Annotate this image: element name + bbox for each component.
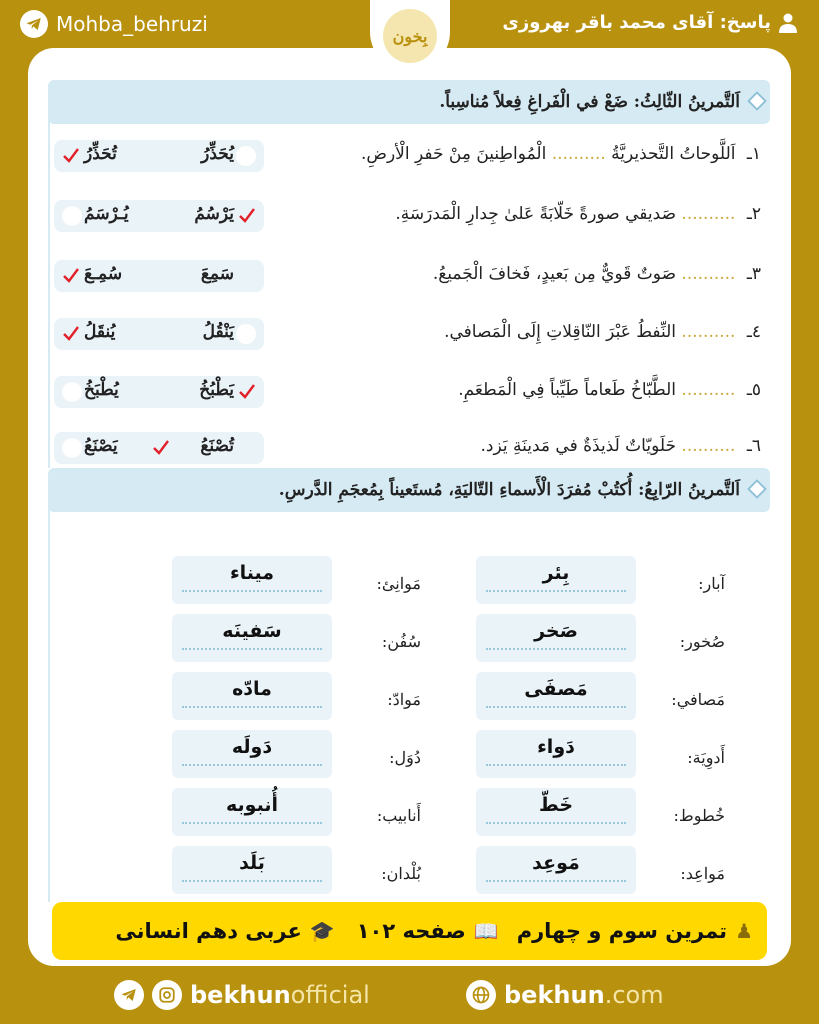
- sentence: ٦ـ .......... حَلَويّاتٌ لَذيذَةٌ في مَدينَةِ يَزد.: [480, 436, 761, 456]
- check-icon: [238, 206, 256, 224]
- option-left[interactable]: يُنقَلُ: [84, 322, 116, 342]
- answer-box[interactable]: صَخر: [476, 614, 636, 662]
- exercise3-row: [28, 256, 791, 296]
- sentence: ٥ـ .......... الطَّبّاخُ طَعاماً طَيِّباً فِي الْمَطعَمِ.: [458, 380, 761, 400]
- plural-label: مَوادّ:: [387, 690, 421, 709]
- option-left[interactable]: يُـرْسَمُ: [84, 204, 129, 224]
- option-right[interactable]: سَمِعَ: [200, 264, 234, 284]
- social-link[interactable]: bekhunofficial: [114, 980, 370, 1010]
- user-icon: [779, 13, 797, 33]
- info-banner: [52, 902, 767, 960]
- answer-box[interactable]: خَطّ: [476, 788, 636, 836]
- graduation-cap-icon: 🎓: [309, 919, 335, 943]
- radio-circle[interactable]: [236, 146, 256, 166]
- option-right[interactable]: يَنْقُلُ: [202, 322, 234, 342]
- option-left[interactable]: تُحَذِّرُ: [84, 144, 117, 164]
- radio-circle[interactable]: [62, 382, 82, 402]
- exercise4-side-line: [48, 492, 50, 902]
- answer-box[interactable]: بَلَد: [172, 846, 332, 894]
- plural-label: مَواعِد:: [680, 864, 725, 883]
- check-icon: [62, 266, 80, 284]
- choice-box: [54, 318, 264, 350]
- exercise3-header: [48, 80, 770, 124]
- answer-box[interactable]: بِئر: [476, 556, 636, 604]
- option-left[interactable]: سُمِـعَ: [84, 264, 123, 284]
- footer: [0, 976, 819, 1024]
- check-icon: [62, 324, 80, 342]
- telegram-handle[interactable]: Mohba_behruzi: [56, 12, 208, 36]
- bekhun-logo: بِخون: [383, 9, 437, 63]
- check-icon: [62, 146, 80, 164]
- choice-box: [54, 260, 264, 292]
- diamond-icon: [747, 479, 767, 499]
- exercise3-title: اَلتَّمرينُ الثّالِثُ: ضَعْ في الْفَراغِ فِعلاً مُناسِباً.: [439, 92, 740, 112]
- choice-box: [54, 376, 264, 408]
- answer-box[interactable]: دَواء: [476, 730, 636, 778]
- exercise3-row: [28, 372, 791, 412]
- exercise3-row: [28, 314, 791, 354]
- option-right[interactable]: يُحَذِّرُ: [201, 144, 234, 164]
- choice-box: [54, 200, 264, 232]
- option-right[interactable]: يَرْسُمُ: [194, 204, 234, 224]
- radio-circle[interactable]: [236, 324, 256, 344]
- instagram-icon: [152, 980, 182, 1010]
- choice-box: [54, 432, 264, 464]
- option-left[interactable]: يَصْنَعُ: [84, 436, 118, 456]
- exercise4-title: اَلتَّمرينُ الرّابِعُ: أُكتُبْ مُفرَدَ الْأَسماءِ التّاليَةِ، مُستَعيناً بِمُعجَمِ الدَّرسِ.: [278, 480, 740, 500]
- answer-box[interactable]: أُنبوبه: [172, 788, 332, 836]
- check-icon: [238, 382, 256, 400]
- telegram-handle-group[interactable]: [20, 10, 208, 38]
- plural-label: خُطوط:: [673, 806, 725, 825]
- website-link[interactable]: bekhun.com: [466, 980, 664, 1010]
- banner-book: عربی دهم انسانی: [115, 919, 302, 943]
- check-icon: [152, 438, 170, 456]
- answer-author-text: پاسخ: آقای محمد باقر بهروزی: [502, 12, 771, 33]
- answer-box[interactable]: مَصفَى: [476, 672, 636, 720]
- telegram-icon: [20, 10, 48, 38]
- answer-author: [502, 12, 797, 33]
- plural-label: مَوانِئ:: [376, 574, 421, 593]
- radio-circle[interactable]: [62, 438, 82, 458]
- book-icon: 📖: [473, 919, 499, 943]
- plural-label: بُلْدان:: [381, 864, 421, 883]
- plural-label: صُخور:: [679, 632, 725, 651]
- plural-label: دُوَل:: [389, 748, 421, 767]
- answer-box[interactable]: مَوعِد: [476, 846, 636, 894]
- option-left[interactable]: يُطْبَخُ: [84, 380, 119, 400]
- exercise3-row: [28, 428, 791, 468]
- plural-label: أَنابيب:: [376, 806, 421, 825]
- plural-label: مَصافي:: [671, 690, 725, 709]
- radio-circle[interactable]: [62, 206, 82, 226]
- content-card: [28, 48, 791, 966]
- sentence: ٤ـ .......... النِّفطُ عَبْرَ النّاقِلاتِ إِلَى الْمَصافي.: [444, 322, 761, 342]
- sentence: ٢ـ .......... صَديقي صورةً خَلّابَةً عَلىٰ جِدارِ الْمَدرَسَةِ.: [395, 204, 761, 224]
- banner-page: صفحه ۱۰۲: [356, 919, 466, 943]
- option-right[interactable]: تُصْنَعُ: [200, 436, 234, 456]
- answer-box[interactable]: سَفینَه: [172, 614, 332, 662]
- plural-label: سُفُن:: [381, 632, 421, 651]
- choice-box: [54, 140, 264, 172]
- diamond-icon: [747, 91, 767, 111]
- exercise3-row: [28, 196, 791, 236]
- option-right[interactable]: يَطْبُخُ: [199, 380, 234, 400]
- exercise4-header: [48, 468, 770, 512]
- student-icon: ♟: [735, 919, 753, 943]
- banner-exercise: تمرین سوم و چهارم: [516, 919, 728, 943]
- sentence: ١ـ اَللَّوحاتُ التَّحذيريَّةُ .......... الْمُواطِنينَ مِنْ حَفرِ الْأرضِ.: [361, 144, 761, 164]
- exercise3-row: [28, 136, 791, 176]
- plural-label: آبار:: [698, 574, 725, 593]
- answer-box[interactable]: دَولَه: [172, 730, 332, 778]
- plural-label: أَدوِيَة:: [687, 748, 725, 767]
- globe-icon: [466, 980, 496, 1010]
- telegram-icon: [114, 980, 144, 1010]
- answer-box[interactable]: مادّه: [172, 672, 332, 720]
- answer-box[interactable]: میناء: [172, 556, 332, 604]
- sentence: ٣ـ .......... صَوتٌ قَويٌّ مِن بَعيدٍ، فَخافَ الْجَميعُ.: [432, 264, 761, 284]
